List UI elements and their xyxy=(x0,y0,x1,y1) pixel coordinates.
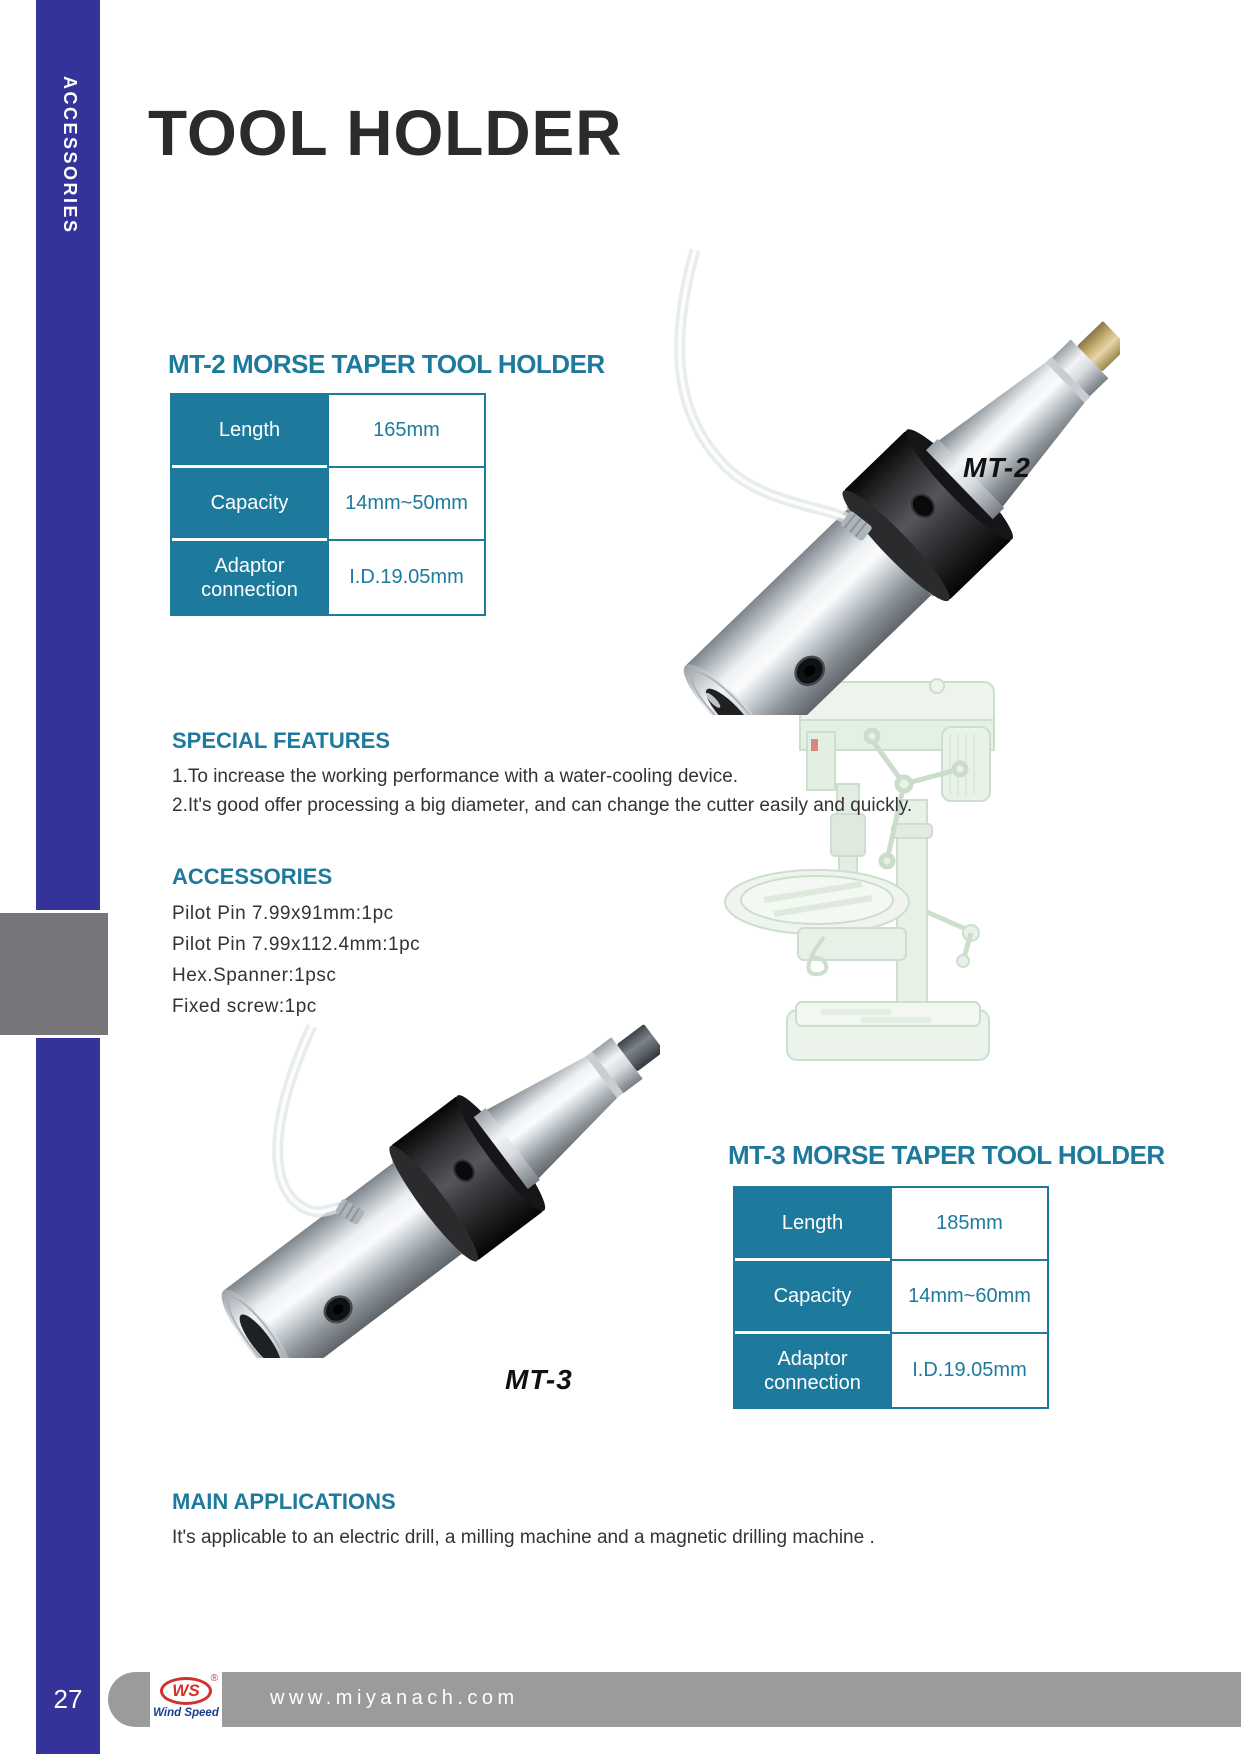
spec-key: Length xyxy=(172,395,327,468)
sidebar-label: ACCESSORIES xyxy=(60,76,80,235)
mt3-spec-table xyxy=(733,1186,1049,1409)
spec-key: Adaptor connection xyxy=(735,1334,890,1407)
spec-key: Capacity xyxy=(172,468,327,541)
main-applications-section xyxy=(172,1489,875,1552)
special-features-item: 1.To increase the working performance with a water-cooling device. xyxy=(172,766,739,787)
accessories-heading: ACCESSORIES xyxy=(172,864,333,889)
registered-mark-icon: ® xyxy=(210,1673,218,1684)
spec-key: Adaptor connection xyxy=(172,541,327,614)
mt2-spec-table xyxy=(170,393,486,616)
main-applications-heading: MAIN APPLICATIONS xyxy=(172,1489,396,1514)
ws-logo xyxy=(150,1672,222,1727)
website-url: www.miyanach.com xyxy=(270,1687,519,1709)
special-features-item: 2.It's good offer processing a big diameter, and can change the cutter easily and quickly. xyxy=(172,795,913,816)
special-features-section xyxy=(172,728,912,820)
spec-value: 185mm xyxy=(890,1188,1047,1261)
accessories-item: Fixed screw:1pc xyxy=(172,996,317,1017)
table-row xyxy=(172,541,484,614)
mt3-section-heading: MT-3 MORSE TAPER TOOL HOLDER xyxy=(728,1140,1165,1170)
left-gray-block xyxy=(0,910,108,1038)
table-row xyxy=(172,468,484,541)
accessories-item: Hex.Spanner:1psc xyxy=(172,965,337,986)
special-features-heading: SPECIAL FEATURES xyxy=(172,728,390,753)
ws-logo-oval xyxy=(160,1673,218,1705)
spec-value: I.D.19.05mm xyxy=(890,1334,1047,1407)
table-row xyxy=(735,1334,1047,1407)
spec-value: I.D.19.05mm xyxy=(327,541,484,614)
ws-logo-initials: WS xyxy=(172,1681,200,1700)
main-applications-text: It's applicable to an electric drill, a milling machine and a magnetic drilling machine . xyxy=(172,1527,875,1548)
accessories-item: Pilot Pin 7.99x91mm:1pc xyxy=(172,903,394,924)
accessories-item: Pilot Pin 7.99x112.4mm:1pc xyxy=(172,934,421,955)
page-number: 27 xyxy=(53,1684,83,1714)
sidebar-strip xyxy=(36,0,100,1754)
spec-value: 14mm~50mm xyxy=(327,468,484,541)
mt2-product-label: MT-2 xyxy=(963,452,1031,483)
spec-key: Capacity xyxy=(735,1261,890,1334)
accessories-section xyxy=(172,864,420,1022)
table-row xyxy=(735,1188,1047,1261)
spec-value: 14mm~60mm xyxy=(890,1261,1047,1334)
mt3-product-image xyxy=(160,1018,660,1358)
page-title: TOOL HOLDER xyxy=(148,97,623,169)
spec-value: 165mm xyxy=(327,395,484,468)
mt2-product-image xyxy=(600,245,1120,715)
ws-logo-name: Wind Speed xyxy=(153,1707,219,1719)
table-row xyxy=(172,395,484,468)
table-row xyxy=(735,1261,1047,1334)
spec-key: Length xyxy=(735,1188,890,1261)
mt2-section-heading: MT-2 MORSE TAPER TOOL HOLDER xyxy=(168,349,605,379)
mt3-product-label: MT-3 xyxy=(505,1364,573,1395)
